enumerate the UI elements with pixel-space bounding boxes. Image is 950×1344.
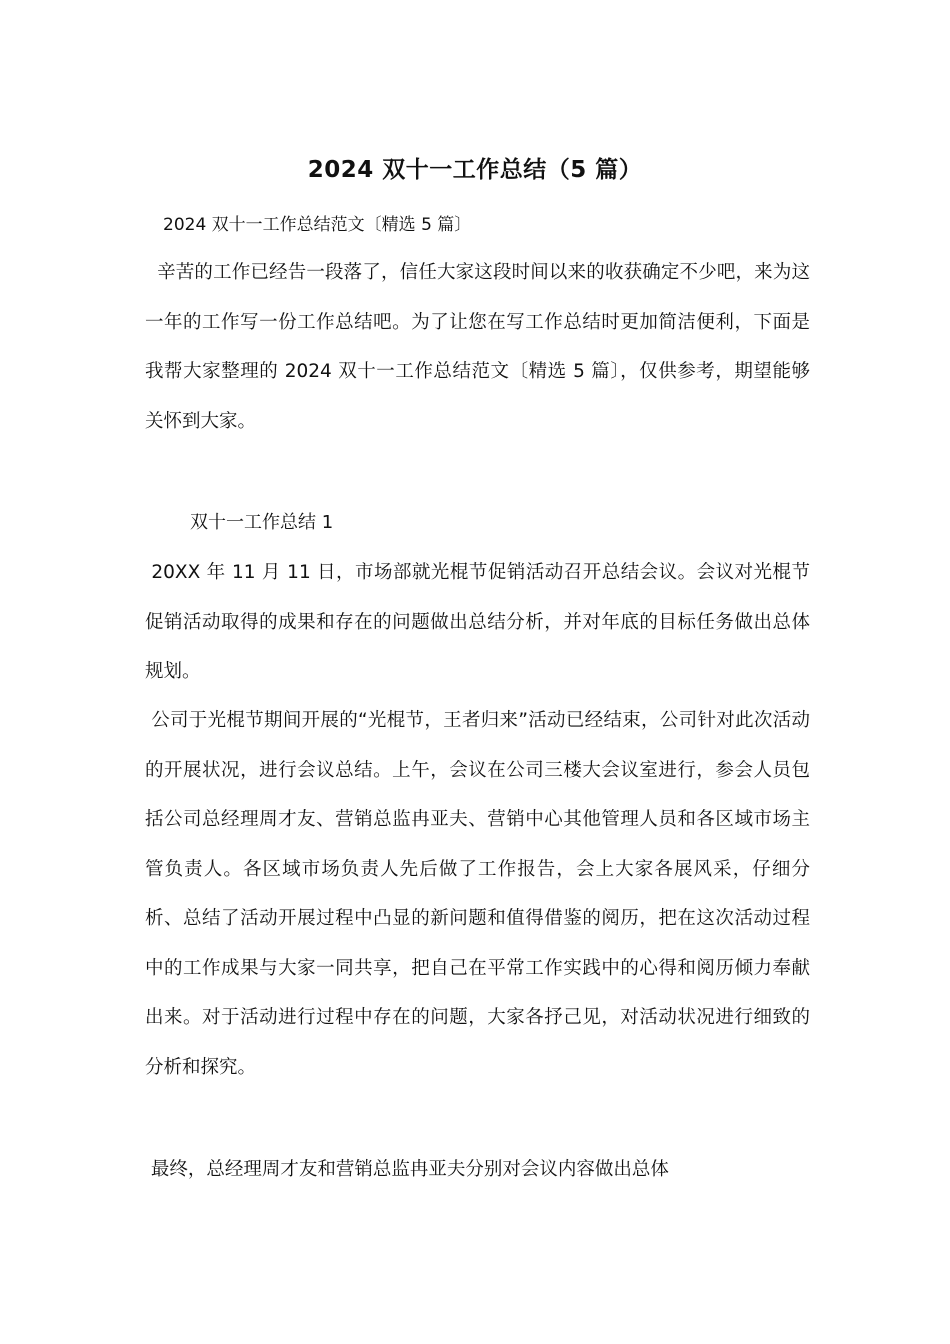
body-paragraph: 最终，总经理周才友和营销总监冉亚夫分别对会议内容做出总体 [145, 1159, 669, 1180]
document-title: 2024 双十一工作总结（5 篇） [307, 157, 643, 183]
document-subtitle: 2024 双十一工作总结范文〔精选 5 篇〕 [163, 215, 472, 235]
section-heading: 双十一工作总结 1 [190, 512, 334, 533]
intro-paragraph: 辛苦的工作已经告一段落了，信任大家这段时间以来的收获确定不少吧，来为这一年的工作写一份工作总结吧。为了让您在写工作总结时更加简洁便利，下面是我帮大家整理的 2024 双十一工作总结范文〔精选 5 篇〕，仅供参考，期望能够关怀到大家。 [145, 262, 810, 432]
body-paragraph: 公司于光棍节期间开展的“光棍节，王者归来”活动已经结束，公司针对此次活动的开展状况，进行会议总结。上午，会议在公司三楼大会议室进行，参会人员包括公司总经理周才友、营销总监冉亚夫、营销中心其他管理人员和各区域市场主管负责人。各区域市场负责人先后做了工作报告，会上大家各展风采，仔细分析、总结了活动开展过程中凸显的新问题和值得借鉴的阅历，把在这次活动过程中的工作成果与大家一同共享，把自己在平常工作实践中的心得和阅历倾力奉献出来。对于活动进行过程中存在的问题，大家各抒己见，对活动状况进行细致的分析和探究。 [145, 710, 810, 1078]
body-paragraph: 20XX 年 11 月 11 日，市场部就光棍节促销活动召开总结会议。会议对光棍节促销活动取得的成果和存在的问题做出总结分析，并对年底的目标任务做出总体规划。 [145, 562, 810, 682]
